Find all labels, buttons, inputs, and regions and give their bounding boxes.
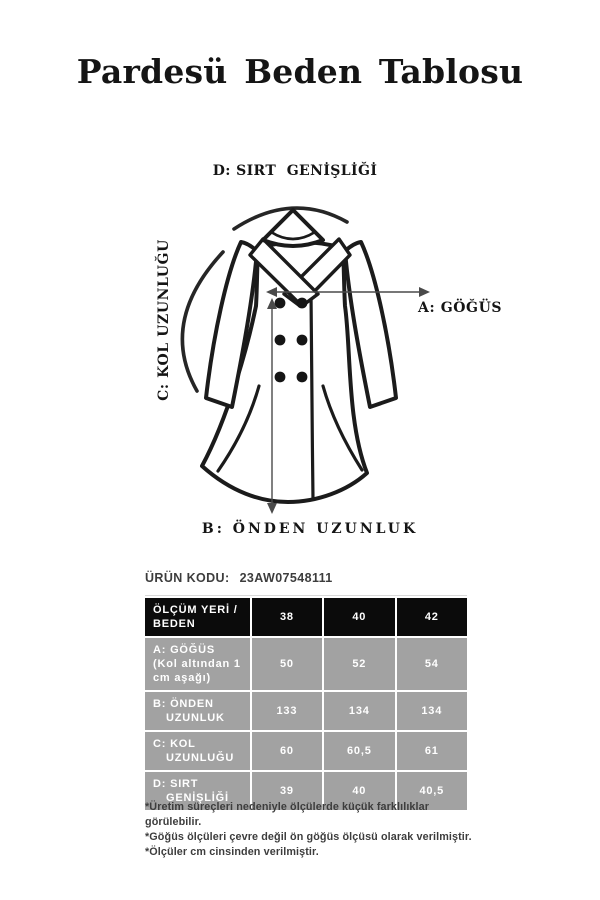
row-label-line2: UZUNLUĞU xyxy=(166,752,235,764)
product-code-label: ÜRÜN KODU: xyxy=(145,571,230,585)
cell-value: 60 xyxy=(252,732,322,770)
cell-value: 133 xyxy=(252,692,322,730)
label-back-width: D: SIRT GENİŞLİĞİ xyxy=(212,163,378,179)
row-label: C: KOL xyxy=(153,738,196,750)
header-measure: ÖLÇÜM YERİ / BEDEN xyxy=(145,598,250,636)
row-label-line2: GENİŞLİĞİ xyxy=(166,792,229,804)
row-label-line2: UZUNLUK xyxy=(166,712,225,724)
cell-value: 39 xyxy=(252,772,322,810)
page-title: Pardesü Beden Tablosu xyxy=(76,52,524,91)
cell-value: 50 xyxy=(252,638,322,690)
label-front-length: B: ÖNDEN UZUNLUK xyxy=(201,521,419,537)
product-code-value: 23AW07548111 xyxy=(239,571,333,585)
coat-measurement-diagram xyxy=(0,150,600,560)
coat-illustration-icon xyxy=(0,150,600,560)
table-row-front-length xyxy=(145,692,467,730)
header-size-38: 38 xyxy=(252,598,322,636)
label-sleeve-length: C: KOL UZUNLUĞU xyxy=(156,239,172,401)
footnotes xyxy=(145,800,485,860)
header-size-42: 42 xyxy=(397,598,467,636)
footnote: *Göğüs ölçüleri çevre değil ön göğüs ölçüsü olarak verilmiştir. xyxy=(145,831,472,843)
cell-value: 61 xyxy=(397,732,467,770)
row-label: A: GÖĞÜS xyxy=(153,644,216,656)
sleeve-right xyxy=(345,242,396,407)
header-size-40: 40 xyxy=(324,598,394,636)
row-label: B: ÖNDEN xyxy=(153,698,214,710)
cell-value: 134 xyxy=(324,692,394,730)
cell-value: 40,5 xyxy=(397,772,467,810)
table-row-sleeve-length xyxy=(145,732,467,770)
product-code xyxy=(145,571,333,585)
cell-value: 60,5 xyxy=(324,732,394,770)
size-table xyxy=(143,596,469,812)
cell-value: 40 xyxy=(324,772,394,810)
row-label-detail: (Kol altından 1 cm aşağı) xyxy=(153,658,241,684)
cell-value: 54 xyxy=(397,638,467,690)
cell-value: 134 xyxy=(397,692,467,730)
table-row-chest xyxy=(145,638,467,690)
collar xyxy=(263,210,323,246)
footnote: *Ölçüler cm cinsinden verilmiştir. xyxy=(145,846,319,858)
label-chest: A: GÖĞÜS xyxy=(418,300,503,316)
table-header-row xyxy=(145,598,467,636)
row-label: D: SIRT xyxy=(153,778,199,790)
cell-value: 52 xyxy=(324,638,394,690)
footnote: *Üretim süreçleri nedeniyle ölçülerde küçük farklılıklar görülebilir. xyxy=(145,801,430,828)
front-opening-line xyxy=(311,293,313,499)
